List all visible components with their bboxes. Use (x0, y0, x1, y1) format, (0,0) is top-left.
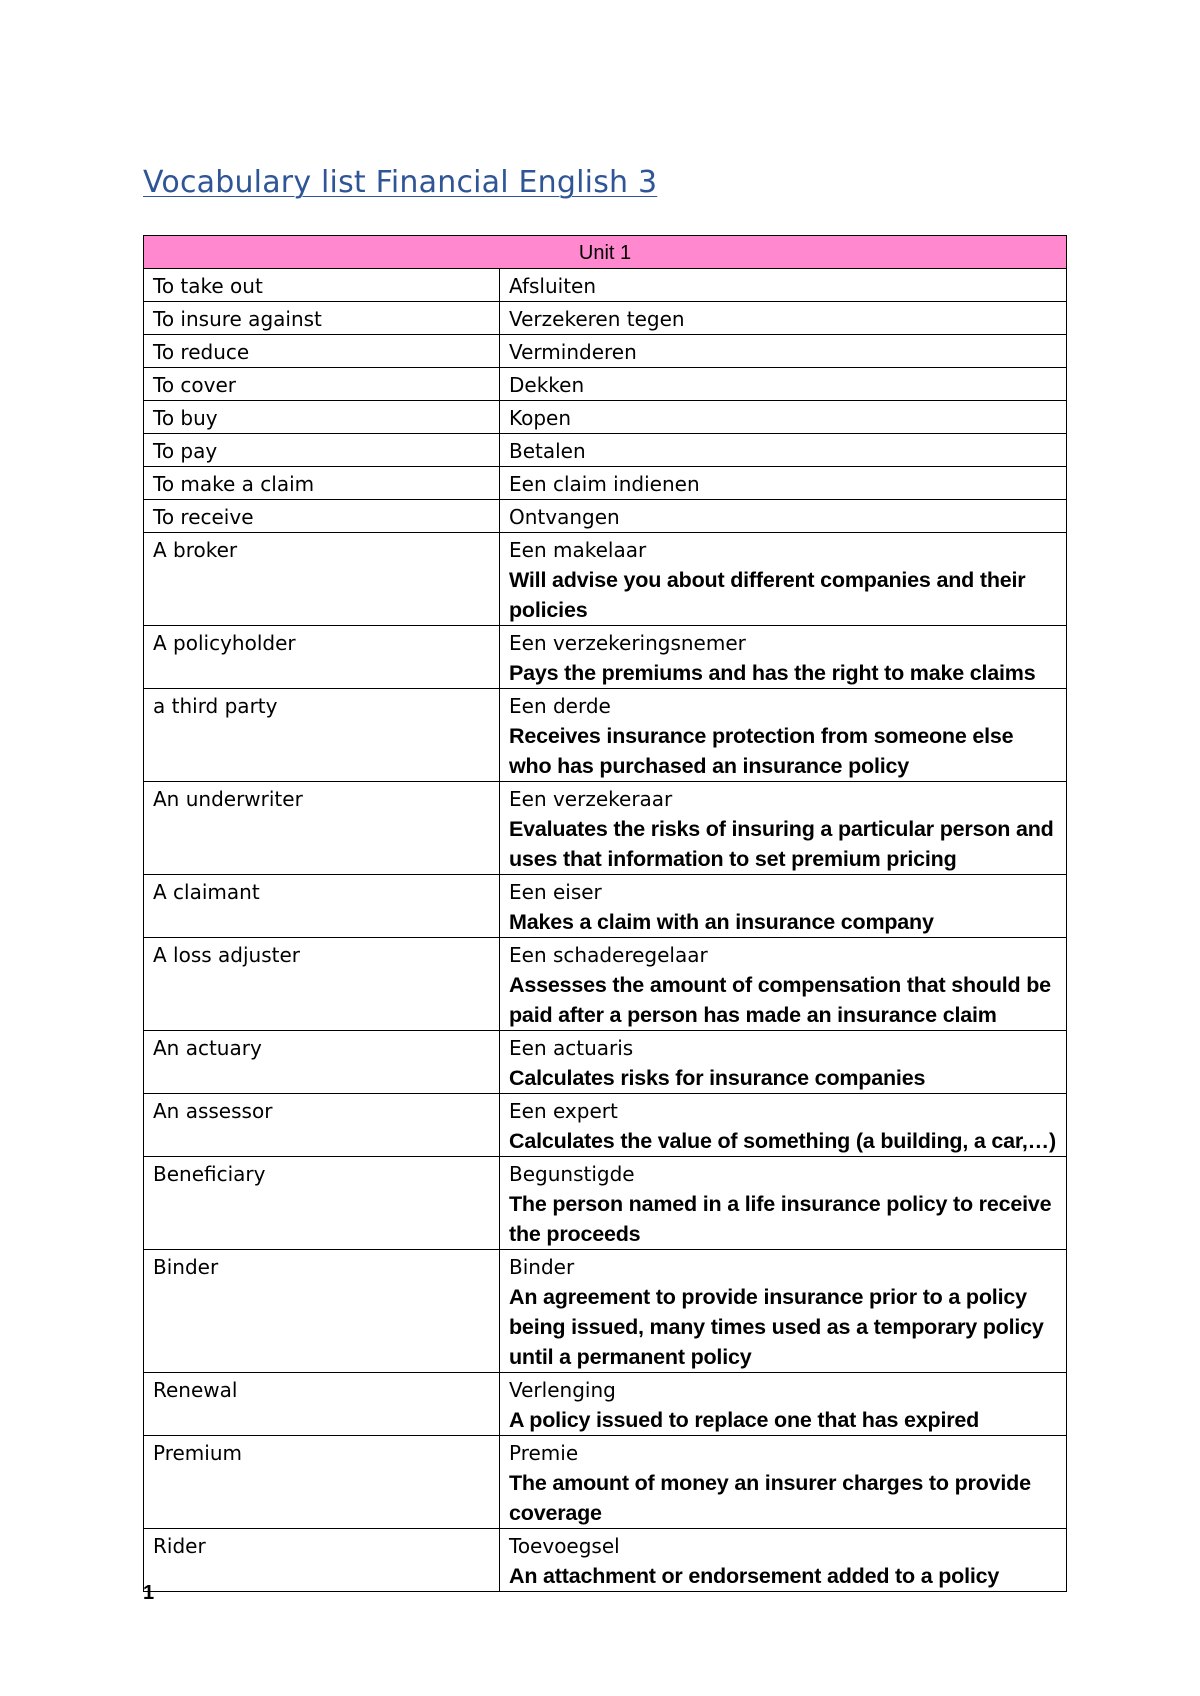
dutch-translation: Toevoegsel (509, 1534, 620, 1558)
table-row (144, 335, 1067, 368)
translation-cell (500, 1157, 1067, 1250)
english-term: A loss adjuster (144, 938, 500, 1031)
dutch-translation: Verlenging (509, 1378, 616, 1402)
translation-cell (500, 269, 1067, 302)
table-row (144, 875, 1067, 938)
dutch-translation: Een eiser (509, 880, 602, 904)
translation-cell (500, 1373, 1067, 1436)
dutch-translation: Een verzekeringsnemer (509, 631, 746, 655)
translation-cell (500, 1031, 1067, 1094)
dutch-translation: Binder (509, 1255, 575, 1279)
definition: Will advise you about different companies and their policies (509, 568, 1026, 622)
translation-cell (500, 1436, 1067, 1529)
english-term: To insure against (144, 302, 500, 335)
vocabulary-table-body (144, 269, 1067, 1592)
dutch-translation: Kopen (509, 406, 572, 430)
table-row (144, 368, 1067, 401)
english-term: An underwriter (144, 782, 500, 875)
table-row (144, 467, 1067, 500)
definition: An attachment or endorsement added to a policy (509, 1564, 1000, 1588)
english-term: To cover (144, 368, 500, 401)
translation-cell (500, 875, 1067, 938)
dutch-translation: Een verzekeraar (509, 787, 673, 811)
table-row (144, 626, 1067, 689)
translation-cell (500, 302, 1067, 335)
definition: An agreement to provide insurance prior to a policy being issued, many times used as a temporary policy until a permanent policy (509, 1285, 1044, 1369)
english-term: An assessor (144, 1094, 500, 1157)
table-row (144, 1157, 1067, 1250)
page-number: 1 (143, 1582, 155, 1604)
translation-cell (500, 434, 1067, 467)
unit-header: Unit 1 (144, 236, 1067, 269)
english-term: a third party (144, 689, 500, 782)
table-row (144, 1250, 1067, 1373)
english-term: Rider (144, 1529, 500, 1592)
definition: Receives insurance protection from someone else who has purchased an insurance policy (509, 724, 1014, 778)
translation-cell (500, 689, 1067, 782)
table-row (144, 938, 1067, 1031)
definition: Calculates risks for insurance companies (509, 1066, 926, 1090)
table-row (144, 782, 1067, 875)
definition: Assesses the amount of compensation that should be paid after a person has made an insurance claim (509, 973, 1051, 1027)
dutch-translation: Betalen (509, 439, 586, 463)
english-term: To reduce (144, 335, 500, 368)
translation-cell (500, 533, 1067, 626)
english-term: To pay (144, 434, 500, 467)
definition: Pays the premiums and has the right to make claims (509, 661, 1036, 685)
table-row (144, 689, 1067, 782)
table-row (144, 401, 1067, 434)
translation-cell (500, 401, 1067, 434)
dutch-translation: Een makelaar (509, 538, 647, 562)
english-term: A broker (144, 533, 500, 626)
dutch-translation: Een actuaris (509, 1036, 634, 1060)
dutch-translation: Ontvangen (509, 505, 620, 529)
english-term: A claimant (144, 875, 500, 938)
english-term: To buy (144, 401, 500, 434)
table-row (144, 269, 1067, 302)
dutch-translation: Premie (509, 1441, 579, 1465)
table-row (144, 1094, 1067, 1157)
table-row (144, 1529, 1067, 1592)
english-term: To make a claim (144, 467, 500, 500)
table-row (144, 1373, 1067, 1436)
definition: Evaluates the risks of insuring a particular person and uses that information to set premium pricing (509, 817, 1054, 871)
translation-cell (500, 1529, 1067, 1592)
dutch-translation: Een derde (509, 694, 611, 718)
dutch-translation: Een schaderegelaar (509, 943, 708, 967)
table-header-row (144, 236, 1067, 269)
definition: The amount of money an insurer charges to provide coverage (509, 1471, 1031, 1525)
dutch-translation: Verminderen (509, 340, 637, 364)
english-term: Binder (144, 1250, 500, 1373)
translation-cell (500, 782, 1067, 875)
english-term: To receive (144, 500, 500, 533)
definition: Calculates the value of something (a building, a car,…) (509, 1129, 1056, 1153)
definition: The person named in a life insurance policy to receive the proceeds (509, 1192, 1052, 1246)
translation-cell (500, 626, 1067, 689)
table-row (144, 1031, 1067, 1094)
translation-cell (500, 467, 1067, 500)
translation-cell (500, 1094, 1067, 1157)
translation-cell (500, 368, 1067, 401)
table-row (144, 302, 1067, 335)
table-row (144, 1436, 1067, 1529)
english-term: Beneficiary (144, 1157, 500, 1250)
english-term: Premium (144, 1436, 500, 1529)
english-term: To take out (144, 269, 500, 302)
dutch-translation: Een expert (509, 1099, 618, 1123)
vocabulary-table (143, 235, 1067, 1592)
dutch-translation: Dekken (509, 373, 585, 397)
table-row (144, 500, 1067, 533)
english-term: A policyholder (144, 626, 500, 689)
definition: Makes a claim with an insurance company (509, 910, 934, 934)
english-term: Renewal (144, 1373, 500, 1436)
page-title: Vocabulary list Financial English 3 (143, 165, 658, 200)
definition: A policy issued to replace one that has expired (509, 1408, 980, 1432)
translation-cell (500, 500, 1067, 533)
english-term: An actuary (144, 1031, 500, 1094)
translation-cell (500, 938, 1067, 1031)
dutch-translation: Afsluiten (509, 274, 597, 298)
dutch-translation: Verzekeren tegen (509, 307, 685, 331)
translation-cell (500, 1250, 1067, 1373)
dutch-translation: Een claim indienen (509, 472, 700, 496)
table-row (144, 434, 1067, 467)
translation-cell (500, 335, 1067, 368)
dutch-translation: Begunstigde (509, 1162, 635, 1186)
table-row (144, 533, 1067, 626)
